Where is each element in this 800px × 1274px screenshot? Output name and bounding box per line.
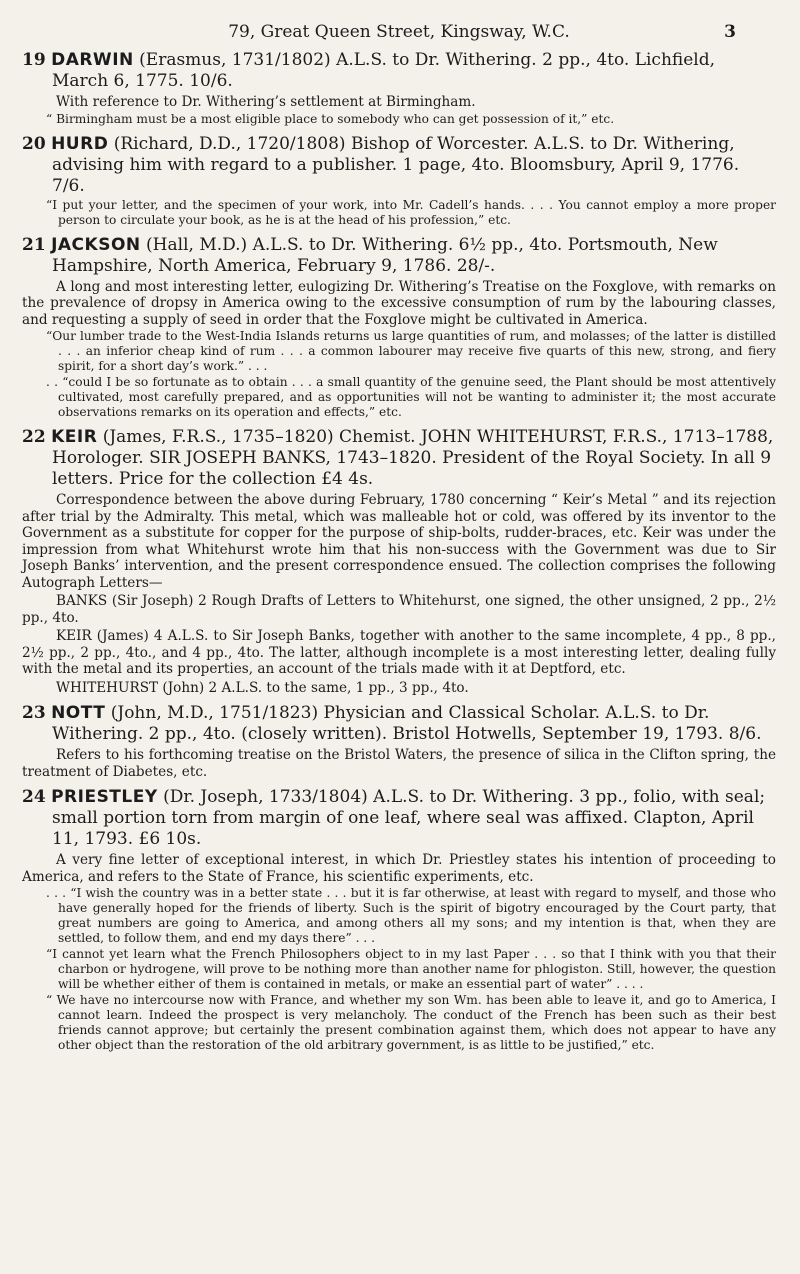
lot-quote: “I cannot yet learn what the French Philosophers object to in my last Paper . . . so that I think with you that their charbon or hydrogene, will prove to be nothing more than another name for phlogiston. Still, however, the question will be whether either of them is contained in metals, or make an essential part of water” . . . . [46,947,776,991]
lot-entry [22,134,776,228]
sub-item: KEIR (James) 4 A.L.S. to Sir Joseph Banks, together with another to the same incomplete, 4 pp., 8 pp., 2½ pp., 2 pp., 4to., and 4 pp., 4to. The latter, although incomplete is a most interesting letter, dealing fully with the metal and its properties, an account of the trials made with it at Deptford, etc. [22,628,776,677]
lot-description: Correspondence between the above during February, 1780 concerning “ Keir’s Metal ” and its rejection after trial by the Admiralty. This metal, which was malleable hot or cold, was offered by its inventor to the Government as a substitute for copper for the purpose of ship-bolts, rudder-braces, etc. Keir was under the impression from what Whitehurst wrote him that his non-success with the Government was due to Sir Joseph Banks’ intervention, and the present correspondence ensued. The collection comprises the following Autograph Letters— [22,492,776,591]
lot-number: 23 [22,703,46,723]
lot-description: A very fine letter of exceptional interest, in which Dr. Priestley states his intention of proceeding to America, and refers to the State of France, his scientific experiments, etc. [22,852,776,885]
lot-heading: (John, M.D., 1751/1823) Physician and Classical Scholar. A.L.S. to Dr. Withering. 2 pp., 4to. (closely written). Bristol Hotwells, September 19, 1793. 8/6. [52,703,762,744]
lot-entry [22,50,776,127]
lot-number: 21 [22,234,46,255]
address: 79, Great Queen Street, Kingsway, W.C. [228,22,570,42]
lot-entry [22,787,776,1053]
lot-heading: (Richard, D.D., 1720/1808) Bishop of Worcester. A.L.S. to Dr. Withering, advising him with regard to a publisher. 1 page, 4to. Bloomsbury, April 9, 1776. 7/6. [52,133,740,196]
lot-heading: (Dr. Joseph, 1733/1804) A.L.S. to Dr. Withering. 3 pp., folio, with seal; small portion torn from margin of one leaf, where seal was affixed. Clapton, April 11, 1793. £6 10s. [52,787,766,849]
lot-entry [22,427,776,696]
lot-quote: . . . “I wish the country was in a better state . . . but it is far otherwise, at least with regard to myself, and those who have generally hoped for the friends of liberty. Such is the spirit of bigotry encouraged by the Court party, that great numbers are going to America, and among others all my sons; and my intention is that, when they are settled, to follow them, and end my days there” . . . [46,886,776,945]
lot-number: 24 [22,787,46,807]
lot-heading: (Hall, M.D.) A.L.S. to Dr. Withering. 6½ pp., 4to. Portsmouth, New Hampshire, North America, February 9, 1786. 28/-. [52,234,718,276]
lot-name: KEIR [51,427,98,447]
lot-name: PRIESTLEY [51,787,158,807]
lot-entry [22,703,776,780]
lot-number: 20 [22,133,46,154]
page-number: 3 [724,22,736,42]
lot-number: 22 [22,427,46,447]
lot-description: With reference to Dr. Withering’s settlement at Birmingham. [56,94,476,110]
lot-description: A long and most interesting letter, eulogizing Dr. Withering’s Treatise on the Foxglove, with remarks on the prevalence of dropsy in America owing to the excessive consumption of rum by the labouring classes, and requesting a supply of seed in order that the Foxglove might be cultivated in America. [22,278,776,328]
lot-name: HURD [51,133,109,154]
lot-quote: “Our lumber trade to the West-India Islands returns us large quantities of rum, and molasses; of the latter is distilled . . . an inferior cheap kind of rum . . . a common labourer may receive five quarts of this new, strong, and fiery spirit, for a short day’s work.” . . . [46,329,776,373]
lot-heading: (Erasmus, 1731/1802) A.L.S. to Dr. Withering. 2 pp., 4to. Lichfield, March 6, 1775. 10/6. [52,50,716,91]
lot-quote: “ Birmingham must be a most eligible place to somebody who can get possession of it,” etc. [46,111,615,126]
lot-entry [22,235,776,421]
sub-item: WHITEHURST (John) 2 A.L.S. to the same, 1 pp., 3 pp., 4to. [56,679,469,696]
sub-item: BANKS (Sir Joseph) 2 Rough Drafts of Letters to Whitehurst, one signed, the other unsigned, 2 pp., 2½ pp., 4to. [22,593,776,626]
lot-heading: (James, F.R.S., 1735–1820) Chemist. JOHN WHITEHURST, F.R.S., 1713–1788, Horologer. SIR JOSEPH BANKS, 1743–1820. President of the Royal Society. In all 9 letters. Price for the collection £4 4s. [52,427,774,489]
lot-quote: . . “could I be so fortunate as to obtain . . . a small quantity of the genuine seed, the Plant should be most attentively cultivated, most carefully prepared, and as opportunities will not be wanting to administer it; the most accurate observations remarks on its operation and effects,” etc. [46,375,776,419]
lot-quote: “I put your letter, and the specimen of your work, into Mr. Cadell’s hands. . . . You cannot employ a more proper person to circulate your book, as he is at the head of his profession,” etc. [46,197,776,227]
lot-name: NOTT [51,703,106,723]
running-head [22,22,776,42]
lot-number: 19 [22,50,46,70]
lot-quote: “ We have no intercourse now with France, and whether my son Wm. has been able to leave it, and go to America, I cannot learn. Indeed the prospect is very melancholy. The conduct of the French has been such as their best friends cannot approve; but certainly the present combination against them, which does not appear to have any other object than the restoration of the old arbitrary government, is as little to be justified,” etc. [46,993,776,1052]
lot-description: Refers to his forthcoming treatise on the Bristol Waters, the presence of silica in the Clifton spring, the treatment of Diabetes, etc. [22,747,776,780]
lot-name: DARWIN [51,50,134,70]
lot-name: JACKSON [51,234,141,255]
